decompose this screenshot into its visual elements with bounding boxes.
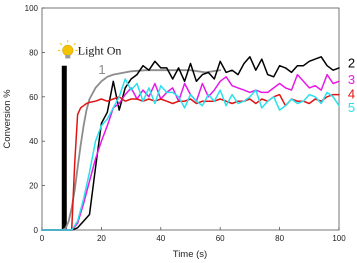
light-on-annotation: Light On	[77, 43, 122, 58]
x-tick-label: 0	[39, 234, 45, 243]
series-4-label: 4	[347, 86, 356, 102]
lightbulb-icon	[58, 40, 78, 59]
labels-layer	[58, 40, 355, 115]
y-tick-label: 60	[29, 92, 38, 102]
series-1-label: 1	[98, 62, 106, 78]
y-axis-title: Conversion %	[2, 89, 13, 149]
light-on-marker-bar	[62, 66, 67, 230]
x-axis-title: Time (s)	[172, 249, 208, 260]
x-tick-label: 60	[215, 234, 225, 243]
series-2-label: 2	[347, 55, 356, 71]
y-tick-label: 100	[24, 4, 38, 13]
series-3-label: 3	[347, 72, 356, 88]
x-tick-label: 100	[332, 234, 346, 243]
series-3-line	[42, 75, 339, 230]
y-tick-label: 20	[29, 181, 38, 191]
series-1-line	[42, 70, 220, 230]
series-5-label: 5	[347, 99, 356, 115]
series-layer	[42, 57, 339, 230]
x-tick-label: 80	[275, 234, 285, 243]
series-5-line	[42, 79, 339, 230]
x-tick-label: 40	[156, 234, 166, 243]
y-tick-label: 0	[33, 226, 38, 235]
y-tick-label: 40	[29, 137, 38, 147]
x-tick-label: 20	[96, 234, 106, 243]
plot-frame	[42, 8, 339, 230]
y-tick-label: 80	[29, 48, 38, 58]
series-4-line	[42, 95, 339, 230]
